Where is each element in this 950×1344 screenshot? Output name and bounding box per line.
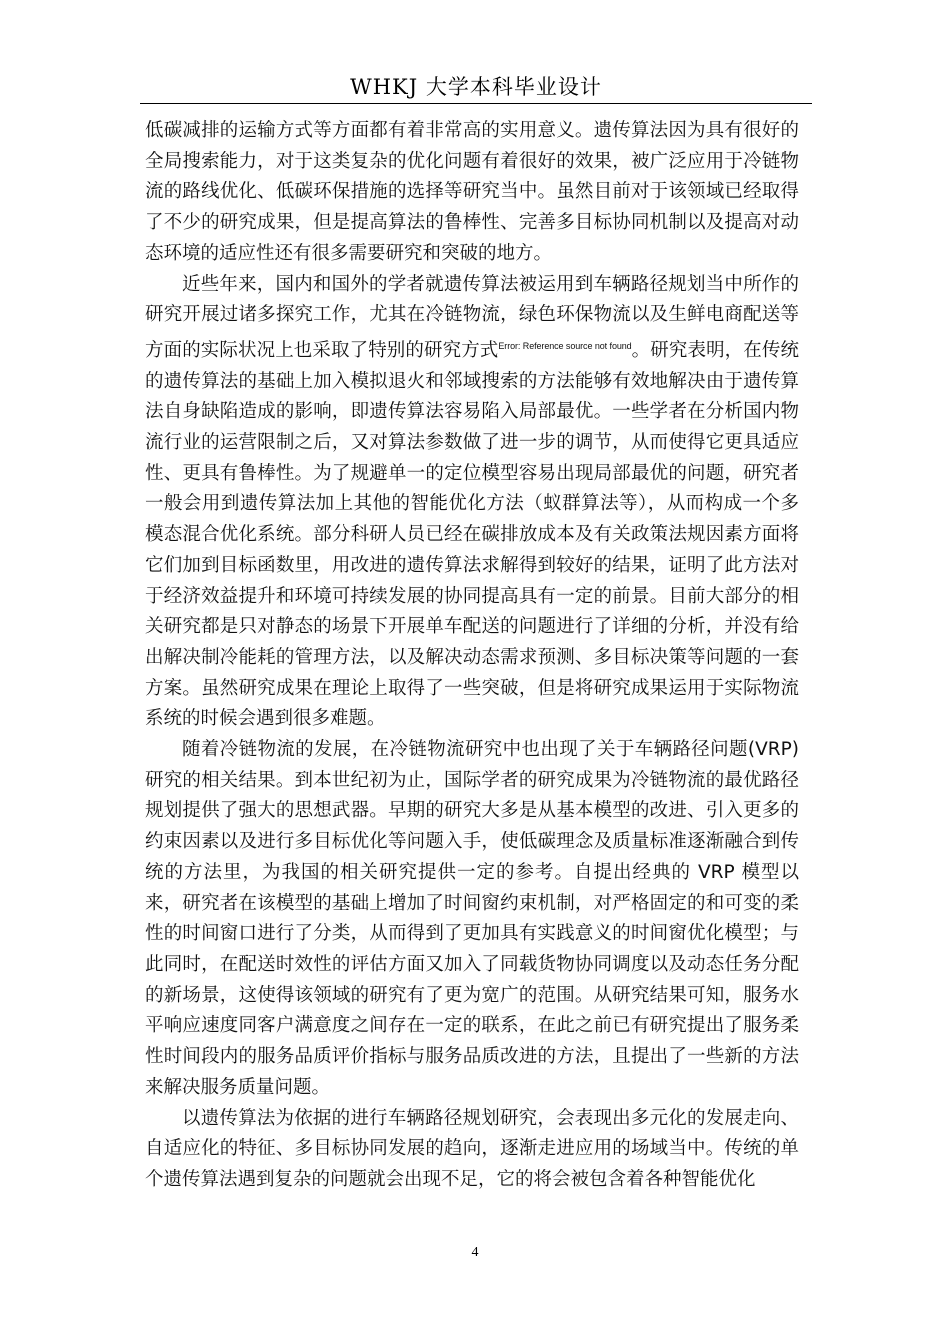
header-rule <box>140 103 812 104</box>
paragraph-2-text-a: 近些年来，国内和国外的学者就遗传算法被运用到车辆路径规划当中所作的研究开展过诸多探究工作，尤其在冷链物流，绿色环保物流以及生鲜电商配送等方面的实际状况上也采取了特别的研究方式 <box>145 273 799 361</box>
body-text <box>145 116 799 1196</box>
paragraph-1: 低碳减排的运输方式等方面都有着非常高的实用意义。遗传算法因为具有很好的全局搜索能力，对于这类复杂的优化问题有着很好的效果，被广泛应用于冷链物流的路线优化、低碳环保措施的选择等研究当中。虽然目前对于该领域已经取得了不少的研究成果，但是提高算法的鲁棒性、完善多目标协同机制以及提高对动态环境的适应性还有很多需要研究和突破的地方。 <box>145 120 799 264</box>
reference-error-note: Error: Reference source not found <box>498 340 632 351</box>
paragraph-2-text-b: 。研究表明，在传统的遗传算法的基础上加入模拟退火和邻域搜索的方法能够有效地解决由于遗传算法自身缺陷造成的影响，即遗传算法容易陷入局部最优。一些学者在分析国内物流行业的运营限制之后，又对算法参数做了进一步的调节，从而使得它更具适应性、更具有鲁棒性。为了规避单一的定位模型容易出现局部最优的问题，研究者一般会用到遗传算法加上其他的智能优化方法（蚁群算法等），从而构成一个多模态混合优化系统。部分科研人员已经在碳排放成本及有关政策法规因素方面将它们加到目标函数里，用改进的遗传算法求解得到较好的结果，证明了此方法对于经济效益提升和环境可持续发展的协同提高具有一定的前景。目前大部分的相关研究都是只对静态的场景下开展单车配送的问题进行了详细的分析，并没有给出解决制冷能耗的管理方法，以及解决动态需求预测、多目标决策等问题的一套方案。虽然研究成果在理论上取得了一些突破，但是将研究成果运用于实际物流系统的时候会遇到很多难题。 <box>145 339 799 730</box>
paragraph-3: 随着冷链物流的发展，在冷链物流研究中也出现了关于车辆路径问题(VRP)研究的相关结果。到本世纪初为止，国际学者的研究成果为冷链物流的最优路径规划提供了强大的思想武器。早期的研究大多是从基本模型的改进、引入更多的约束因素以及进行多目标优化等问题入手，使低碳理念及质量标准逐渐融合到传统的方法里，为我国的相关研究提供一定的参考。自提出经典的 VRP 模型以来，研究者在该模型的基础上增加了时间窗约束机制，对严格固定的和可变的柔性的时间窗口进行了分类，从而得到了更加具有实践意义的时间窗优化模型；与此同时，在配送时效性的评估方面又加入了同载货物协同调度以及动态任务分配的新场景，这使得该领域的研究有了更为宽广的范围。从研究结果可知，服务水平响应速度同客户满意度之间存在一定的联系，在此之前已有研究提出了服务柔性时间段内的服务品质评价指标与服务品质改进的方法，且提出了一些新的方法来解决服务质量问题。 <box>145 739 799 1098</box>
running-header: WHKJ 大学本科毕业设计 <box>350 75 602 99</box>
paragraph-4: 以遗传算法为依据的进行车辆路径规划研究，会表现出多元化的发展走向、自适应化的特征、多目标协同发展的趋向，逐渐走进应用的场域当中。传统的单个遗传算法遇到复杂的问题就会出现不足，它的将会被包含着各种智能优化 <box>145 1107 799 1190</box>
paragraph-2 <box>145 270 799 736</box>
page-number: 4 <box>471 1245 479 1260</box>
